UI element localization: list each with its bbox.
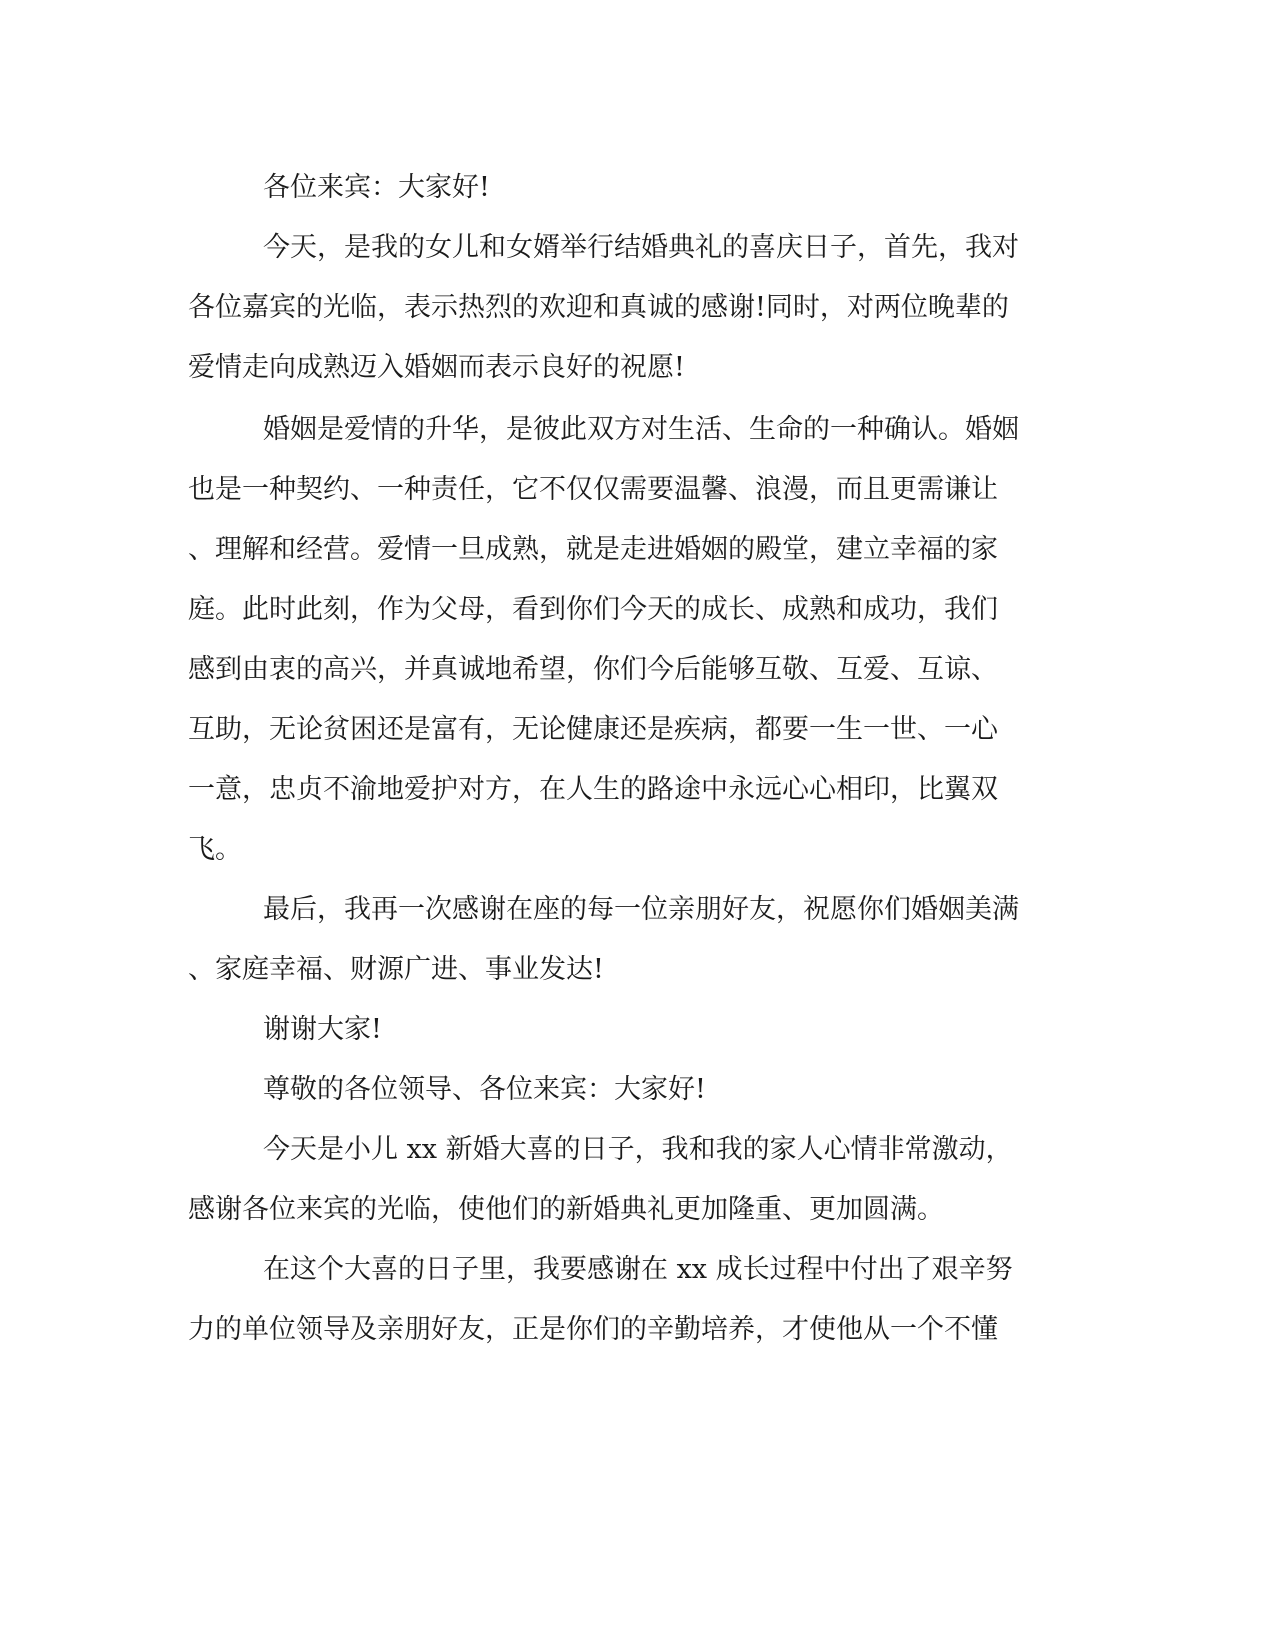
text-line: 最后，我再一次感谢在座的每一位亲朋好友，祝愿你们婚姻美满 xyxy=(263,894,1019,925)
text-line: 婚姻是爱情的升华，是彼此双方对生活、生命的一种确认。婚姻 xyxy=(263,414,1019,445)
text-line: 也是一种契约、一种责任，它不仅仅需要温馨、浪漫，而且更需谦让 xyxy=(188,474,998,505)
text-line: 爱情走向成熟迈入婚姻而表示良好的祝愿! xyxy=(188,352,685,383)
text-line: 今天是小儿 xx 新婚大喜的日子，我和我的家人心情非常激动， xyxy=(263,1134,1013,1165)
text-line: 各位来宾：大家好! xyxy=(263,172,490,203)
text-line: 感到由衷的高兴，并真诚地希望，你们今后能够互敬、互爱、互谅、 xyxy=(188,654,998,685)
text-line: 感谢各位来宾的光临，使他们的新婚典礼更加隆重、更加圆满。 xyxy=(188,1194,944,1225)
text-line: 今天，是我的女儿和女婿举行结婚典礼的喜庆日子，首先，我对 xyxy=(263,232,1019,263)
text-line: 尊敬的各位领导、各位来宾：大家好! xyxy=(263,1074,706,1105)
text-line: 力的单位领导及亲朋好友，正是你们的辛勤培养，才使他从一个不懂 xyxy=(188,1314,998,1345)
text-line: 在这个大喜的日子里，我要感谢在 xx 成长过程中付出了艰辛努 xyxy=(263,1254,1013,1285)
text-line: 各位嘉宾的光临，表示热烈的欢迎和真诚的感谢!同时，对两位晚辈的 xyxy=(188,292,1009,323)
text-line: 、家庭幸福、财源广进、事业发达! xyxy=(188,954,604,985)
text-line: 互助，无论贫困还是富有，无论健康还是疾病，都要一生一世、一心 xyxy=(188,714,998,745)
text-line: 庭。此时此刻，作为父母，看到你们今天的成长、成熟和成功，我们 xyxy=(188,594,998,625)
text-line: 谢谢大家! xyxy=(263,1014,382,1045)
text-line: 一意，忠贞不渝地爱护对方，在人生的路途中永远心心相印，比翼双 xyxy=(188,774,998,805)
text-line: 飞。 xyxy=(188,834,242,865)
text-line: 、理解和经营。爱情一旦成熟，就是走进婚姻的殿堂，建立幸福的家 xyxy=(188,534,998,565)
